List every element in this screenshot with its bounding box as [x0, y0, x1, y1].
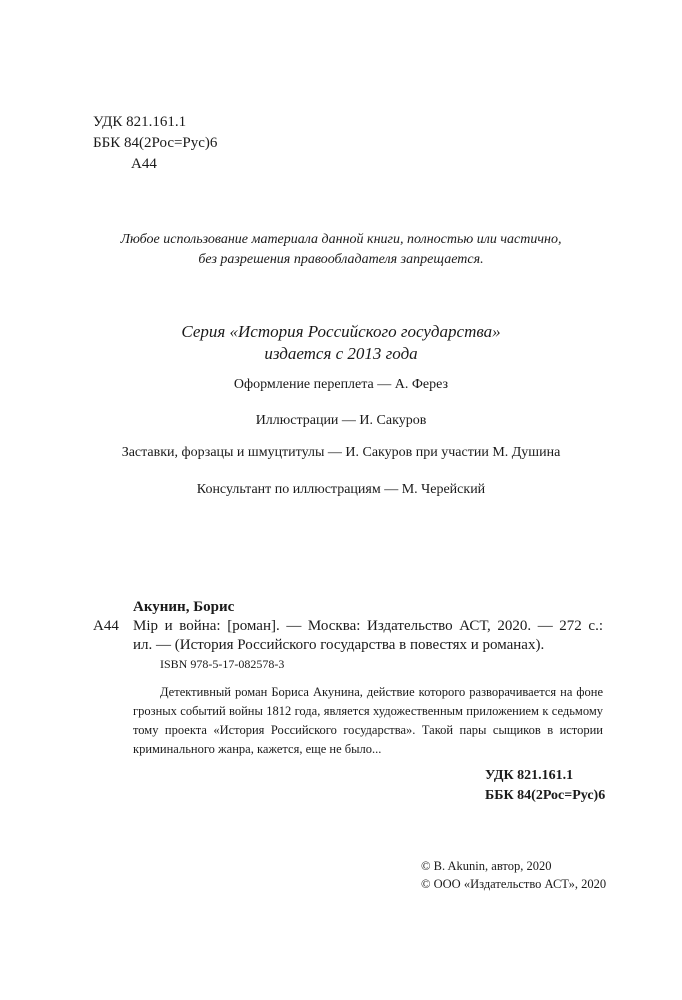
- copyright-block: [421, 857, 606, 893]
- annotation: Детективный роман Бориса Акунина, действие которого разворачивается на фоне грозных событий войны 1812 года, является художественным приложением к седьмому тому проекта «История Российского государства». Такой пары сыщиков в истории криминального жанра, кажется, еще не было...: [133, 685, 603, 756]
- usage-notice: [60, 230, 622, 270]
- usage-notice-line-1: Любое использование материала данной книги, полностью или частично,: [120, 232, 562, 247]
- udk-code: УДК 821.161.1: [93, 114, 187, 130]
- bibliographic-record: [93, 598, 603, 655]
- classification-codes-top: [93, 112, 217, 175]
- copyright-publisher: © ООО «Издательство АСТ», 2020: [421, 877, 607, 891]
- bbk-code-bold: ББК 84(2Рос=Рус)6: [485, 788, 606, 803]
- series-info: [60, 321, 622, 365]
- credit-consultant: Консультант по иллюстрациям — М. Черейский: [196, 482, 486, 497]
- bbk-code: ББК 84(2Рос=Рус)6: [93, 135, 218, 151]
- copyright-author: © B. Akunin, автор, 2020: [421, 859, 552, 873]
- series-title: Серия «История Российского государства»: [181, 322, 501, 341]
- isbn: ISBN 978-5-17-082578-3: [160, 657, 285, 671]
- usage-notice-line-2: без разрешения правообладателя запрещается.: [198, 252, 484, 267]
- classification-codes-bottom: [485, 766, 605, 806]
- credit-endpapers: Заставки, форзацы и шмуцтитулы — И. Сакуров при участии М. Душина: [121, 445, 561, 460]
- biblio-series-line: ил. — (История Российского государства в повестях и романах).: [133, 637, 545, 653]
- series-since: издается с 2013 года: [264, 344, 418, 363]
- credit-cover-design: Оформление переплета — А. Ферез: [233, 377, 449, 392]
- biblio-title-line: Мiр и война: [роман]. — Москва: Издательство АСТ, 2020. — 272 с.:: [133, 618, 603, 634]
- credit-illustrations: Иллюстрации — И. Сакуров: [255, 413, 427, 428]
- udk-code-bold: УДК 821.161.1: [485, 768, 574, 783]
- biblio-author-mark: А44: [93, 618, 119, 634]
- biblio-author: Акунин, Борис: [133, 599, 235, 615]
- author-mark: А44: [131, 156, 157, 172]
